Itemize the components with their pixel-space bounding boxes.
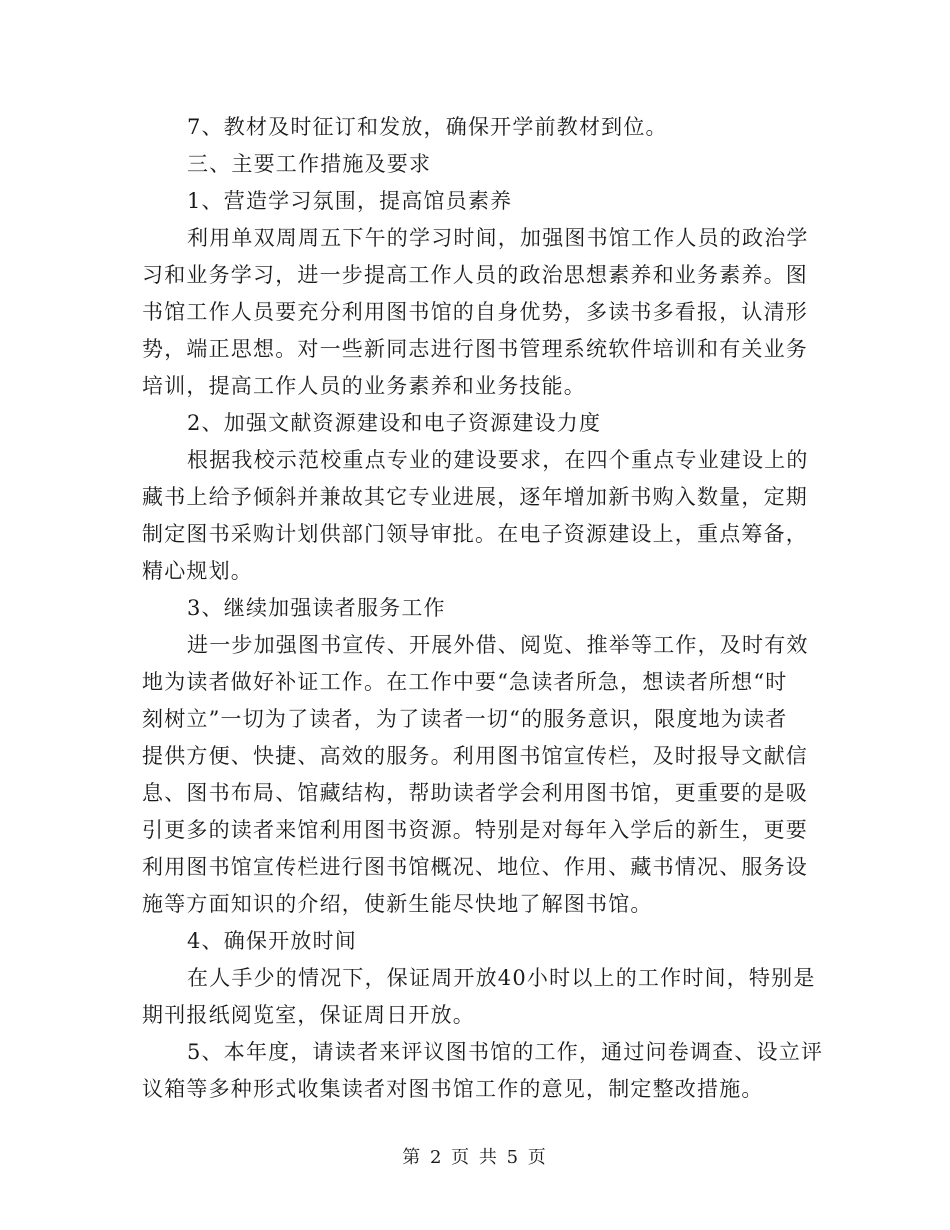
subsection-heading: 4、确保开放时间	[187, 929, 357, 953]
text-line: 施等方面知识的介绍，使新生能尽快地了解图书馆。	[142, 892, 653, 916]
subsection-heading: 1、营造学习氛围，提高馆员素养	[187, 189, 513, 213]
text-line: 利用单双周周五下午的学习时间，加强图书馆工作人员的政治学	[187, 226, 809, 250]
text-line: 提供方便、快捷、高效的服务。利用图书馆宣传栏，及时报导文献信	[142, 744, 808, 768]
page-number-footer: 第 2 页 共 5 页	[402, 1147, 548, 1168]
text-line: 议箱等多种形式收集读者对图书馆工作的意见，制定整改措施。	[142, 1077, 764, 1101]
text-line: 息、图书布局、馆藏结构，帮助读者学会利用图书馆，更重要的是吸	[142, 781, 808, 805]
text-line: 根据我校示范校重点专业的建设要求，在四个重点专业建设上的	[187, 448, 809, 472]
text-line: 利用图书馆宣传栏进行图书馆概况、地位、作用、藏书情况、服务设	[142, 855, 808, 879]
text-line: 5、本年度，请读者来评议图书馆的工作，通过问卷调查、设立评	[187, 1040, 824, 1064]
subsection-heading: 2、加强文献资源建设和电子资源建设力度	[187, 411, 602, 435]
text-line: 精心规划。	[142, 559, 253, 583]
text-line: 引更多的读者来馆利用图书资源。特别是对每年入学后的新生，更要	[142, 818, 808, 842]
text-line: 习和业务学习，进一步提高工作人员的政治思想素养和业务素养。图	[142, 263, 808, 287]
subsection-heading: 3、继续加强读者服务工作	[187, 596, 446, 620]
text-line: 书馆工作人员要充分利用图书馆的自身优势，多读书多看报，认清形	[142, 300, 808, 324]
text-line: 在人手少的情况下，保证周开放40小时以上的工作时间，特别是	[187, 966, 816, 990]
text-line: 藏书上给予倾斜并兼故其它专业进展，逐年增加新书购入数量，定期	[142, 485, 808, 509]
text-line: 培训，提高工作人员的业务素养和业务技能。	[142, 374, 586, 398]
text-line: 进一步加强图书宣传、开展外借、阅览、推举等工作，及时有效	[187, 633, 809, 657]
text-line: 制定图书采购计划供部门领导审批。在电子资源建设上，重点筹备，	[142, 522, 808, 546]
text-line: 刻树立”一切为了读者，为了读者一切“的服务意识，限度地为读者	[142, 707, 788, 731]
text-line: 期刊报纸阅览室，保证周日开放。	[142, 1003, 475, 1027]
text-line: 地为读者做好补证工作。在工作中要“急读者所急，想读者所想“时	[142, 670, 788, 694]
text-line: 7、教材及时征订和发放，确保开学前教材到位。	[187, 115, 668, 139]
section-heading: 三、主要工作措施及要求	[187, 152, 432, 176]
text-line: 势，端正思想。对一些新同志进行图书管理系统软件培训和有关业务	[142, 337, 808, 361]
